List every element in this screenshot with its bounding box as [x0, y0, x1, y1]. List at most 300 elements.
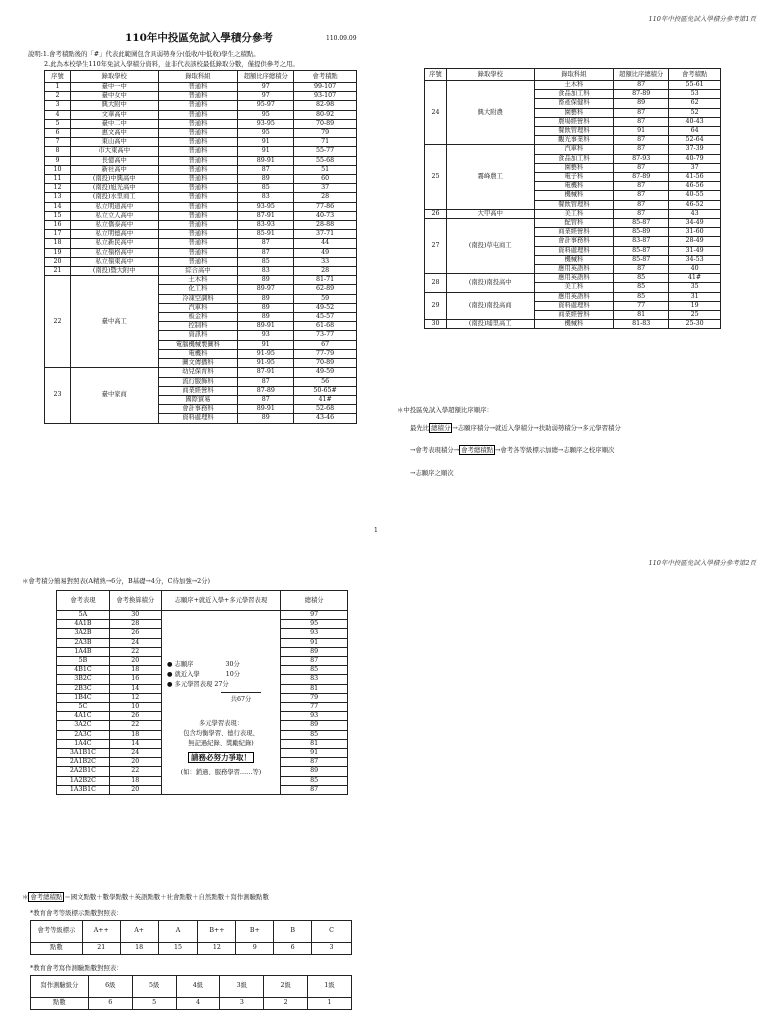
conversion-table-title: ＊會考積分簡易對照表(A精熟→6分，B基礎→4分，C待加強→2分) [22, 577, 211, 585]
grade-table-title: *教育會考等級標示點數對照表： [30, 909, 123, 917]
table-cell: 43-46 [294, 414, 357, 423]
total-score-cell: 95 [281, 620, 348, 629]
table-row [45, 184, 357, 193]
table-cell: 20 [45, 257, 71, 266]
emphasis-box: 請務必努力爭取！ [188, 752, 254, 763]
bullet-icon: ● [167, 671, 173, 678]
table-cell: 園藝科 [534, 163, 614, 172]
group-number: 22 [45, 276, 71, 368]
table-cell: 85-89 [614, 228, 669, 237]
table-cell: 幼兒保育科 [158, 368, 238, 377]
table-row [45, 202, 357, 211]
table-row [45, 156, 357, 165]
table-cell: 汽車科 [158, 303, 238, 312]
table-cell: 26 [425, 209, 447, 218]
table-row [45, 147, 357, 156]
converted-score-cell: 26 [109, 629, 161, 638]
table-cell: 1 [45, 83, 71, 92]
table-cell: 89 [238, 313, 294, 322]
table-cell: 普通科 [158, 221, 238, 230]
table-cell: 觀光事業科 [534, 136, 614, 145]
table-cell: 87-91 [238, 211, 294, 220]
total-score-cell: 87 [281, 758, 348, 767]
exam-performance-cell: 4A1C [57, 712, 110, 721]
table-cell: 普通科 [158, 119, 238, 128]
exam-performance-cell: 4B1C [57, 666, 110, 675]
converted-score-cell: 18 [109, 666, 161, 675]
writing-points-label: 點數 [31, 998, 89, 1010]
table-cell: 87 [614, 200, 669, 209]
writing-header-label: 寫作測驗級分 [31, 976, 89, 998]
table-row [45, 221, 357, 230]
sum-divider [221, 692, 261, 693]
converted-score-cell: 10 [109, 703, 161, 712]
table-row [45, 230, 357, 239]
table-cell: 私立僑泰高中 [70, 221, 158, 230]
grade-point-cell: 3 [312, 943, 352, 955]
mid-components-panel [161, 660, 281, 778]
table-cell: 電機科 [534, 182, 614, 191]
table-cell: 87 [238, 165, 294, 174]
table-cell: 餐飲管理科 [534, 127, 614, 136]
table-cell: 普通科 [158, 248, 238, 257]
table-cell: 大甲高中 [446, 209, 534, 218]
table-cell: 餐飲管理科 [534, 200, 614, 209]
header-cell: 錄取科組 [158, 71, 238, 83]
table-cell: 28-49 [669, 237, 721, 246]
table-cell: 87-91 [238, 368, 294, 377]
writing-point-cell: 6 [88, 998, 132, 1010]
table-cell: 資料處理科 [534, 246, 614, 255]
table-cell: 機械科 [534, 255, 614, 264]
converted-score-cell: 26 [109, 712, 161, 721]
table-cell: 普通科 [158, 83, 238, 92]
grade-header-label: 會考等級標示 [31, 921, 83, 943]
table-cell: 機械科 [534, 191, 614, 200]
page1-header: 110年中投區免試入學積分參考第1頁 [648, 15, 756, 23]
right-score-table [424, 68, 721, 329]
table-cell: 55-61 [669, 81, 721, 90]
converted-score-cell: 18 [109, 730, 161, 739]
table-cell: (南投)水里商工 [70, 193, 158, 202]
grade-level-cell: B [274, 921, 312, 943]
table-cell: 8 [45, 147, 71, 156]
table-cell: 28-88 [294, 221, 357, 230]
table-cell: 機械科 [534, 320, 614, 329]
table-cell: 53 [669, 90, 721, 99]
table-cell: 應用英語科 [534, 274, 614, 283]
table-cell: 71 [294, 138, 357, 147]
header-cell: 錄取學校 [446, 69, 534, 81]
table-row [425, 320, 721, 329]
exam-performance-cell: 3A2B [57, 629, 110, 638]
exam-performance-cell: 1B4C [57, 693, 110, 702]
table-cell: 畜產保健科 [534, 99, 614, 108]
table-cell: 資料處理科 [158, 414, 238, 423]
table-cell: 89-91 [238, 405, 294, 414]
table-cell: 普通科 [158, 211, 238, 220]
writing-points-table [30, 975, 352, 1010]
table-cell: 77-86 [294, 202, 357, 211]
table-row [45, 165, 357, 174]
mid-item-1 [161, 660, 281, 670]
exam-performance-cell: 1A3B1C [57, 785, 110, 794]
order-line-2 [410, 446, 614, 456]
converted-score-cell: 20 [109, 785, 161, 794]
table-cell: 79 [294, 129, 357, 138]
group-number: 27 [425, 219, 447, 274]
table-cell: 21 [45, 267, 71, 276]
table-cell: 17 [45, 230, 71, 239]
table-cell: 51 [294, 165, 357, 174]
table-cell: 87 [238, 239, 294, 248]
writing-point-cell: 4 [176, 998, 220, 1010]
table-cell: 77-79 [294, 349, 357, 358]
table-cell: 配管科 [534, 219, 614, 228]
table-cell: 普通科 [158, 156, 238, 165]
table-cell: 普通科 [158, 147, 238, 156]
table-cell: 10 [45, 165, 71, 174]
converted-score-cell: 20 [109, 758, 161, 767]
table-cell: 83-93 [238, 221, 294, 230]
table-row [45, 248, 357, 257]
grade-point-cell: 15 [158, 943, 198, 955]
table-cell: 25 [669, 311, 721, 320]
table-cell: 7 [45, 138, 71, 147]
table-row [45, 239, 357, 248]
writing-point-cell: 2 [264, 998, 308, 1010]
table-row [45, 83, 357, 92]
table-cell: 電腦機械製圖科 [158, 340, 238, 349]
grade-point-cell: 21 [82, 943, 120, 955]
table-cell: 35 [669, 283, 721, 292]
writing-level-cell: 1級 [308, 976, 352, 998]
exam-performance-cell: 3A1B1C [57, 749, 110, 758]
mid-sub-line-2: 無記過紀錄、獎勵紀錄) [188, 740, 254, 747]
table-cell: 5 [45, 119, 71, 128]
group-number: 29 [425, 292, 447, 320]
table-header-row [45, 71, 357, 83]
page2-header: 110年中投區免試入學積分參考第2頁 [648, 559, 756, 567]
table-cell: 87 [614, 108, 669, 117]
table-cell: 電子科 [534, 173, 614, 182]
table-cell: 普通科 [158, 110, 238, 119]
note-2: 2.此為本校學生110年免試入學積分資料，並非代表該校最低錄取分數，僅提供參考之用。 [44, 60, 299, 68]
group-number: 24 [425, 81, 447, 145]
table-row [45, 193, 357, 202]
total-score-cell: 85 [281, 776, 348, 785]
left-score-table [44, 70, 357, 424]
table-cell: 商業經營科 [534, 228, 614, 237]
table-cell: 汽車科 [534, 145, 614, 154]
table-cell: 70-89 [294, 359, 357, 368]
table-row [45, 257, 357, 266]
table-cell: 61-68 [294, 322, 357, 331]
table-cell: 89-97 [238, 285, 294, 294]
table-cell: 41# [294, 395, 357, 404]
table-cell: 91 [238, 138, 294, 147]
mid-item-2-points: 10分 [225, 671, 241, 678]
header-cell: 超額比序總積分 [614, 69, 669, 81]
table-cell: 87 [238, 248, 294, 257]
table-cell: 應用英語科 [534, 265, 614, 274]
table-cell: 新社高中 [70, 165, 158, 174]
table-cell: 70-89 [294, 119, 357, 128]
order-line-1 [410, 424, 621, 434]
table-cell: 95 [238, 129, 294, 138]
mid-item-3-label: 多元學習表現 [174, 681, 213, 688]
table-cell: 87 [614, 265, 669, 274]
table-cell: 資料處理科 [534, 301, 614, 310]
table-row [425, 145, 721, 154]
table-cell: 49-52 [294, 303, 357, 312]
total-score-cell: 79 [281, 693, 348, 702]
table-cell: (南投)旭光高中 [70, 184, 158, 193]
header-cell: 序號 [45, 71, 71, 83]
table-row [425, 81, 721, 90]
exam-performance-cell: 2A3B [57, 638, 110, 647]
table-cell: 83 [238, 193, 294, 202]
header-cell: 會考積點 [294, 71, 357, 83]
group-school: 臺中高工 [70, 276, 158, 368]
table-cell: 87 [614, 81, 669, 90]
table-cell: 89-91 [238, 156, 294, 165]
table-cell: 市大東高中 [70, 147, 158, 156]
writing-point-cell: 5 [132, 998, 176, 1010]
table-cell: 40-43 [669, 117, 721, 126]
group-number: 25 [425, 145, 447, 209]
table-cell: 93-95 [238, 119, 294, 128]
total-score-cell: 85 [281, 730, 348, 739]
table-cell: 87 [614, 145, 669, 154]
table-cell: 33 [294, 257, 357, 266]
table-cell: 46-56 [669, 182, 721, 191]
order-line-3: →志願序之順次 [410, 469, 454, 477]
order-line-1-rest: →志願序積分→就近入學積分→扶助弱勢積分→多元學習積分 [452, 424, 621, 432]
mid-item-2-label: 就近入學 [174, 671, 200, 678]
bullet-icon: ● [167, 661, 173, 668]
table-cell: 美工科 [534, 283, 614, 292]
table-cell: 16 [45, 221, 71, 230]
table-cell: 土木科 [158, 276, 238, 285]
exam-performance-cell: 2A1B2C [57, 758, 110, 767]
order-line-1-prefix: 最先比 [410, 424, 430, 432]
table-cell: 95 [238, 110, 294, 119]
table-cell: 東山高中 [70, 138, 158, 147]
table-cell: 87-93 [614, 154, 669, 163]
table-cell: 89 [238, 294, 294, 303]
table-cell: 40-79 [669, 154, 721, 163]
exam-performance-cell: 5C [57, 703, 110, 712]
table-row [45, 110, 357, 119]
table-cell: 85-87 [614, 255, 669, 264]
group-school: (南投)南投高中 [446, 274, 534, 292]
grade-level-cell: B+ [236, 921, 274, 943]
table-cell: 普通科 [158, 92, 238, 101]
table-row [45, 92, 357, 101]
table-row [45, 101, 357, 110]
table-cell: 52-64 [669, 136, 721, 145]
table-cell: 64 [669, 127, 721, 136]
total-score-box: 總積分 [431, 424, 451, 432]
table-cell: 文華高中 [70, 110, 158, 119]
page-number: 1 [374, 527, 378, 534]
table-cell: 農場經營科 [534, 117, 614, 126]
table-cell: 15 [45, 211, 71, 220]
exam-performance-cell: 3A2C [57, 721, 110, 730]
table-cell: 99-107 [294, 83, 357, 92]
table-cell: 圖文傳播科 [158, 359, 238, 368]
conversion-header-row [57, 591, 348, 611]
total-score-cell: 87 [281, 785, 348, 794]
formula-line [22, 893, 269, 903]
table-cell: 臺中一中 [70, 83, 158, 92]
group-number: 23 [45, 368, 71, 423]
group-school: 霧峰農工 [446, 145, 534, 209]
writing-levels-row [31, 976, 352, 998]
table-cell: 會計事務科 [534, 237, 614, 246]
table-cell: 85 [238, 257, 294, 266]
table-cell: 化工科 [158, 285, 238, 294]
converted-score-cell: 14 [109, 684, 161, 693]
order-line-2-rest: →會考各等級標示加總→志願序之校序順次 [495, 446, 615, 454]
table-cell: 31-60 [669, 228, 721, 237]
exam-performance-cell: 5A [57, 611, 110, 620]
total-score-cell: 81 [281, 739, 348, 748]
table-cell: 60 [294, 175, 357, 184]
table-cell: 34-53 [669, 255, 721, 264]
table-cell: 12 [45, 184, 71, 193]
table-cell: 87-89 [614, 90, 669, 99]
table-cell: 37 [294, 184, 357, 193]
total-score-cell: 91 [281, 638, 348, 647]
group-school: (南投)南投高商 [446, 292, 534, 320]
table-row [45, 129, 357, 138]
total-score-cell: 87 [281, 657, 348, 666]
grade-level-cell: B++ [198, 921, 236, 943]
exam-performance-cell: 2A3C [57, 730, 110, 739]
table-cell: 85 [614, 283, 669, 292]
table-cell: 55-77 [294, 147, 357, 156]
conversion-row [57, 611, 348, 620]
table-cell: 臺中女中 [70, 92, 158, 101]
table-cell: 普通科 [158, 239, 238, 248]
converted-score-cell: 22 [109, 647, 161, 656]
header-cell: 錄取科組 [534, 69, 614, 81]
table-cell: 控制科 [158, 322, 238, 331]
table-cell: 34-49 [669, 219, 721, 228]
writing-points-row [31, 998, 352, 1010]
group-school: 興大附農 [446, 81, 534, 145]
total-score-cell: 89 [281, 647, 348, 656]
table-cell: 43 [669, 209, 721, 218]
table-cell: 18 [45, 239, 71, 248]
converted-score-cell: 14 [109, 739, 161, 748]
table-cell: 食品加工科 [534, 154, 614, 163]
table-row [45, 267, 357, 276]
header-converted-score: 會考換算積分 [109, 591, 161, 611]
table-cell: 9 [45, 156, 71, 165]
mid-sub-title: 多元學習表現： [198, 720, 244, 727]
table-cell: 87-89 [238, 386, 294, 395]
table-cell: 普通科 [158, 230, 238, 239]
table-cell: 普通科 [158, 165, 238, 174]
table-cell: 40-73 [294, 211, 357, 220]
table-cell: 19 [669, 301, 721, 310]
table-cell: 28 [294, 193, 357, 202]
writing-level-cell: 5級 [132, 976, 176, 998]
table-cell: 83-87 [614, 237, 669, 246]
mid-total: 共67分 [230, 696, 252, 703]
table-row [45, 119, 357, 128]
grade-points-row [31, 943, 352, 955]
table-cell: 77 [614, 301, 669, 310]
table-cell: 國際貿易 [158, 395, 238, 404]
table-cell: 14 [45, 202, 71, 211]
table-cell: 81-83 [614, 320, 669, 329]
table-cell: 流行服飾科 [158, 377, 238, 386]
table-cell: 80-92 [294, 110, 357, 119]
table-cell: 52 [669, 108, 721, 117]
table-cell: 園藝科 [534, 108, 614, 117]
table-cell: 89 [238, 414, 294, 423]
table-cell: 私立嶺東高中 [70, 257, 158, 266]
total-score-cell: 85 [281, 666, 348, 675]
table-cell: 85-91 [238, 230, 294, 239]
mid-example: (如：銷過、服務學習……等) [180, 769, 262, 776]
table-row [45, 138, 357, 147]
table-cell: 89-91 [238, 322, 294, 331]
table-cell: 土木科 [534, 81, 614, 90]
table-cell: 93-107 [294, 92, 357, 101]
table-cell: 89 [238, 175, 294, 184]
table-cell: 87 [614, 163, 669, 172]
exam-performance-cell: 4A1B [57, 620, 110, 629]
table-cell: 私立嶺格高中 [70, 248, 158, 257]
grade-points-label: 點數 [31, 943, 83, 955]
mid-item-1-points: 30分 [225, 661, 240, 668]
bullet-icon: ● [167, 681, 173, 688]
header-cell: 超額比序總積分 [238, 71, 294, 83]
total-score-cell: 97 [281, 611, 348, 620]
converted-score-cell: 28 [109, 620, 161, 629]
table-cell: 資訊科 [158, 331, 238, 340]
table-cell: 87 [238, 395, 294, 404]
total-score-cell: 93 [281, 712, 348, 721]
table-cell: 91 [614, 127, 669, 136]
exam-performance-cell: 3B2C [57, 675, 110, 684]
table-cell: 91 [238, 147, 294, 156]
header-cell: 會考積點 [669, 69, 721, 81]
table-cell: 長億高中 [70, 156, 158, 165]
table-row [425, 292, 721, 301]
writing-level-cell: 4級 [176, 976, 220, 998]
table-cell: 41-56 [669, 173, 721, 182]
table-row [45, 211, 357, 220]
table-cell: 普通科 [158, 257, 238, 266]
table-cell: 91 [238, 340, 294, 349]
total-score-cell: 83 [281, 675, 348, 684]
group-school: 臺中家商 [70, 368, 158, 423]
table-cell: 55-68 [294, 156, 357, 165]
table-cell: 85-87 [614, 246, 669, 255]
grade-point-cell: 9 [236, 943, 274, 955]
table-cell: 87 [614, 136, 669, 145]
exam-performance-cell: 1A2B2C [57, 776, 110, 785]
total-score-cell: 81 [281, 684, 348, 693]
exam-performance-cell: 2A2B1C [57, 767, 110, 776]
table-cell: 板金科 [158, 313, 238, 322]
